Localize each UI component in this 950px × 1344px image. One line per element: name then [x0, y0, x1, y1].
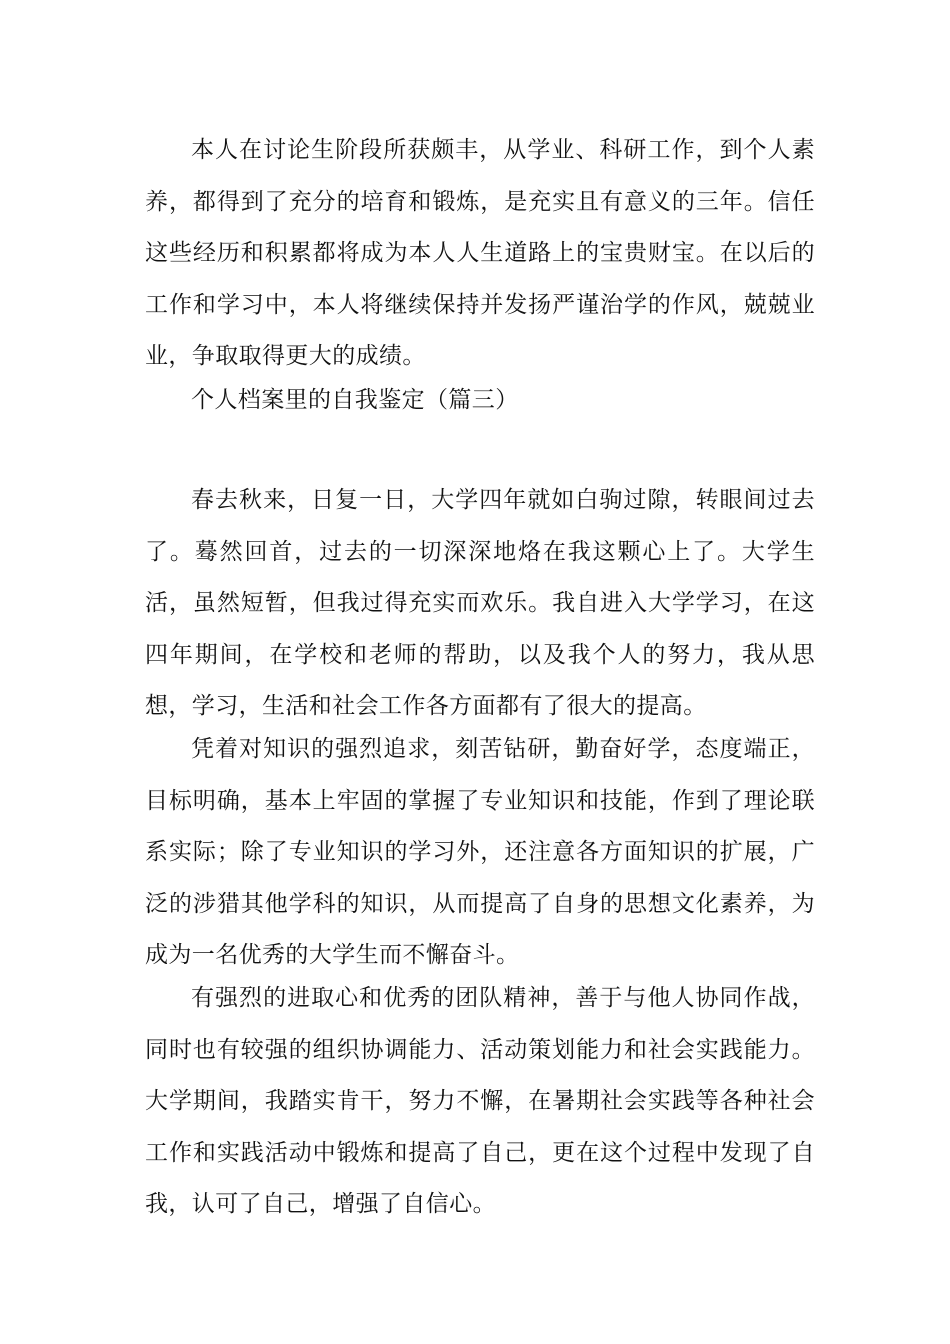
paragraph-knowledge-pursuit: 凭着对知识的强烈追求，刻苦钻研，勤奋好学，态度端正，目标明确，基本上牢固的掌握了专业知识和技能，作到了理论联系实际；除了专业知识的学习外，还注意各方面知识的扩展，广泛的涉猎其他学科的知识，从而提高了自身的思想文化素养，为成为一名优秀的大学生而不懈奋斗。	[145, 736, 815, 968]
paragraph-university-life: 春去秋来，日复一日，大学四年就如白驹过隙，转眼间过去了。蓦然回首，过去的一切深深地烙在我这颗心上了。大学生活，虽然短暂，但我过得充实而欢乐。我自进入大学学习，在这四年期间，在学校和老师的帮助，以及我个人的努力，我从思想，学习，生活和社会工作各方面都有了很大的提高。	[145, 487, 815, 719]
paragraph-teamwork: 有强烈的进取心和优秀的团队精神，善于与他人协同作战，同时也有较强的组织协调能力、活动策划能力和社会实践能力。大学期间，我踏实肯干，努力不懈，在暑期社会实践等各种社会工作和实践活动中锻炼和提高了自己，更在这个过程中发现了自我，认可了自己，增强了自信心。	[145, 985, 815, 1217]
paragraph-research-summary: 本人在讨论生阶段所获颇丰，从学业、科研工作，到个人素养，都得到了充分的培育和锻炼，是充实且有意义的三年。信任这些经历和积累都将成为本人人生道路上的宝贵财宝。在以后的工作和学习中，本人将继续保持并发扬严谨治学的作风，兢兢业业，争取取得更大的成绩。	[145, 137, 815, 369]
section-heading: 个人档案里的自我鉴定（篇三）	[191, 387, 519, 413]
